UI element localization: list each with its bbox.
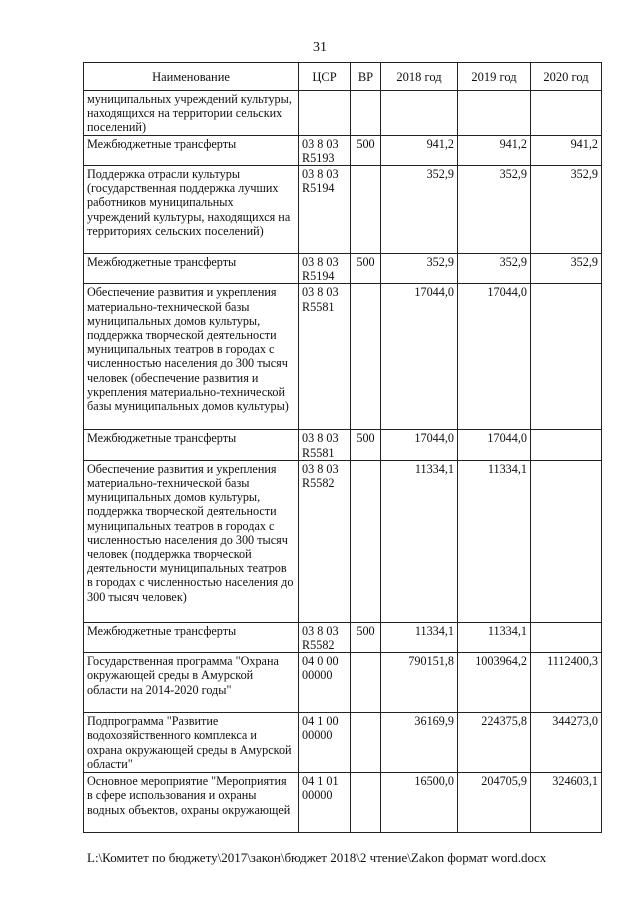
header-name: Наименование <box>84 63 299 91</box>
row-2018: 17044,0 <box>381 284 458 430</box>
row-2020 <box>531 284 602 430</box>
row-2020: 344273,0 <box>531 713 602 773</box>
row-name: муниципальных учреждений культуры, находящихся на территории сельских поселений) <box>84 91 299 136</box>
row-2018: 36169,9 <box>381 713 458 773</box>
row-name: Обеспечение развития и укрепления материально-технической базы муниципальных домов культуры, поддержка творческой деятельности муниципальных театров в городах с численностью населения до 300 тысяч человек (поддержка творческой деятельности муниципальных театров в городах с численностью населения до 300 тысяч человек) <box>84 460 299 622</box>
row-csr: 03 8 03 R5193 <box>299 135 351 165</box>
row-2020: 1112400,3 <box>531 653 602 713</box>
row-2019: 352,9 <box>458 254 531 284</box>
row-2019: 204705,9 <box>458 773 531 833</box>
row-csr: 04 1 01 00000 <box>299 773 351 833</box>
row-name: Межбюджетные трансферты <box>84 135 299 165</box>
row-2018: 11334,1 <box>381 460 458 622</box>
row-csr: 04 1 00 00000 <box>299 713 351 773</box>
row-2018: 11334,1 <box>381 622 458 652</box>
row-2020: 352,9 <box>531 166 602 254</box>
table-row <box>84 460 602 622</box>
table-row <box>84 91 602 136</box>
row-vr <box>351 166 381 254</box>
row-name: Обеспечение развития и укрепления материально-технической базы муниципальных домов культуры, поддержка творческой деятельности муниципальных театров в городах с численностью населения до 300 тысяч человек (обеспечение развития и укрепления материально-технической базы муниципальных домов культуры) <box>84 284 299 430</box>
row-2018: 790151,8 <box>381 653 458 713</box>
row-2018: 352,9 <box>381 254 458 284</box>
header-2018: 2018 год <box>381 63 458 91</box>
row-2018: 17044,0 <box>381 430 458 460</box>
row-2019: 941,2 <box>458 135 531 165</box>
row-name: Межбюджетные трансферты <box>84 430 299 460</box>
row-2018 <box>381 91 458 136</box>
header-2020: 2020 год <box>531 63 602 91</box>
header-2019: 2019 год <box>458 63 531 91</box>
table-row <box>84 622 602 652</box>
row-2019: 1003964,2 <box>458 653 531 713</box>
table-row <box>84 166 602 254</box>
row-csr: 03 8 03 R5194 <box>299 166 351 254</box>
row-csr: 03 8 03 R5581 <box>299 430 351 460</box>
row-vr: 500 <box>351 430 381 460</box>
header-vr: ВР <box>351 63 381 91</box>
table-row <box>84 653 602 713</box>
row-vr <box>351 653 381 713</box>
table-row <box>84 773 602 833</box>
row-2020 <box>531 460 602 622</box>
row-2020: 324603,1 <box>531 773 602 833</box>
table-row <box>84 713 602 773</box>
budget-table <box>83 62 602 833</box>
row-2019: 17044,0 <box>458 284 531 430</box>
table-header-row <box>84 63 602 91</box>
row-vr <box>351 460 381 622</box>
row-2019: 17044,0 <box>458 430 531 460</box>
row-2019 <box>458 91 531 136</box>
row-name: Подпрограмма "Развитие водохозяйственного комплекса и охрана окружающей среды в Амурской области" <box>84 713 299 773</box>
row-name: Государственная программа "Охрана окружающей среды в Амурской области на 2014-2020 годы" <box>84 653 299 713</box>
row-2020 <box>531 91 602 136</box>
row-csr: 04 0 00 00000 <box>299 653 351 713</box>
row-2020: 352,9 <box>531 254 602 284</box>
row-2020: 941,2 <box>531 135 602 165</box>
row-2018: 352,9 <box>381 166 458 254</box>
table-row <box>84 254 602 284</box>
file-path-footer: L:\Комитет по бюджету\2017\закон\бюджет 2018\2 чтение\Zakon формат word.docx <box>87 850 547 865</box>
row-name: Основное мероприятие "Мероприятия в сфере использования и охраны водных объектов, охраны окружающей <box>84 773 299 833</box>
row-csr: 03 8 03 R5582 <box>299 460 351 622</box>
row-name: Межбюджетные трансферты <box>84 622 299 652</box>
row-vr <box>351 713 381 773</box>
row-csr <box>299 91 351 136</box>
row-2020 <box>531 430 602 460</box>
row-vr: 500 <box>351 135 381 165</box>
row-vr <box>351 284 381 430</box>
row-2020 <box>531 622 602 652</box>
row-2019: 11334,1 <box>458 622 531 652</box>
row-2019: 11334,1 <box>458 460 531 622</box>
row-csr: 03 8 03 R5582 <box>299 622 351 652</box>
row-name: Межбюджетные трансферты <box>84 254 299 284</box>
row-name: Поддержка отрасли культуры (государственная поддержка лучших работников муниципальных учреждений культуры, находящихся на территориях сельских поселений) <box>84 166 299 254</box>
table-row <box>84 430 602 460</box>
row-vr <box>351 91 381 136</box>
row-vr: 500 <box>351 254 381 284</box>
row-vr <box>351 773 381 833</box>
row-2019: 224375,8 <box>458 713 531 773</box>
row-2019: 352,9 <box>458 166 531 254</box>
row-csr: 03 8 03 R5194 <box>299 254 351 284</box>
table-row <box>84 135 602 165</box>
page-number: 31 <box>313 40 327 55</box>
row-2018: 16500,0 <box>381 773 458 833</box>
header-csr: ЦСР <box>299 63 351 91</box>
row-csr: 03 8 03 R5581 <box>299 284 351 430</box>
row-vr: 500 <box>351 622 381 652</box>
row-2018: 941,2 <box>381 135 458 165</box>
table-row <box>84 284 602 430</box>
